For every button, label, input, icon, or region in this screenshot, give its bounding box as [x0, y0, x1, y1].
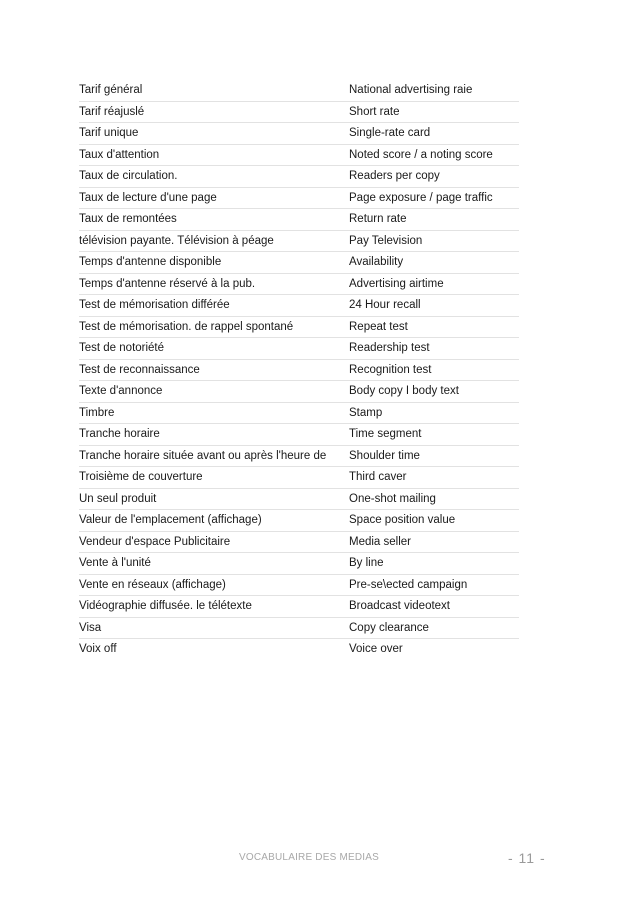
french-term: Temps d'antenne réservé à la pub.: [79, 277, 256, 290]
glossary-row: [79, 532, 519, 554]
glossary-row: [79, 618, 519, 640]
glossary-row: [79, 317, 519, 339]
footer-title: VOCABULAIRE DES MEDIAS: [239, 852, 379, 863]
french-term: Temps d'antenne disponible: [79, 256, 222, 268]
glossary-row: [79, 123, 519, 145]
glossary-row: [79, 510, 519, 532]
english-term: Space position value: [349, 514, 456, 526]
glossary-row: [79, 274, 519, 296]
glossary-row: [79, 489, 519, 511]
english-term: Noted score / a noting score: [349, 148, 493, 161]
glossary-row: [79, 596, 519, 618]
glossary-row: [79, 209, 519, 231]
french-term: Test de mémorisation. de rappel spontané: [79, 320, 294, 333]
page-number: - 11 -: [508, 850, 546, 866]
glossary-row: [79, 188, 519, 210]
english-term: Body copy I body text: [349, 385, 459, 397]
english-term: Single-rate card: [349, 127, 431, 139]
english-term: Pre-se\ected campaign: [349, 578, 468, 591]
french-term: Texte d'annonce: [79, 385, 163, 397]
french-term: Tarif unique: [79, 127, 139, 139]
english-term: Page exposure / page traffic: [349, 191, 493, 204]
french-term: Un seul produit: [79, 492, 157, 505]
french-term: Test de reconnaissance: [79, 363, 200, 376]
french-term: Valeur de l'emplacement (affichage): [79, 514, 262, 526]
french-term: télévision payante. Télévision à péage: [79, 234, 274, 247]
english-term: Readership test: [349, 342, 430, 354]
glossary-row: [79, 338, 519, 360]
glossary-row: [79, 252, 519, 274]
french-term: Test de notoriété: [79, 342, 165, 354]
glossary-row: [79, 145, 519, 167]
glossary-row: [79, 575, 519, 597]
french-term: Voix off: [79, 643, 117, 655]
english-term: Pay Television: [349, 234, 423, 247]
english-term: Short rate: [349, 105, 400, 118]
glossary-row: [79, 360, 519, 382]
glossary-row: [79, 231, 519, 253]
english-term: Repeat test: [349, 320, 408, 333]
glossary-row: [79, 166, 519, 188]
glossary-row: [79, 295, 519, 317]
french-term: Taux de circulation.: [79, 170, 178, 182]
french-term: Vidéographie diffusée. le télétexte: [79, 600, 252, 612]
glossary-row: [79, 80, 519, 102]
glossary-row: [79, 467, 519, 489]
english-term: Return rate: [349, 213, 407, 225]
french-term: Timbre: [79, 406, 115, 419]
english-term: Availability: [349, 256, 404, 268]
french-term: Taux d'attention: [79, 148, 160, 161]
english-term: Voice over: [349, 643, 403, 655]
english-term: Copy clearance: [349, 621, 429, 634]
glossary-row: [79, 102, 519, 124]
french-term: Tranche horaire située avant ou après l'heure de: [79, 449, 327, 462]
english-term: Recognition test: [349, 363, 432, 376]
glossary-row: [79, 639, 519, 661]
french-term: Taux de lecture d'une page: [79, 191, 217, 204]
english-term: One-shot mailing: [349, 492, 436, 505]
english-term: By line: [349, 557, 384, 569]
english-term: Broadcast videotext: [349, 600, 451, 612]
glossary-row: [79, 403, 519, 425]
french-term: Visa: [79, 621, 102, 634]
glossary-table: [79, 80, 519, 661]
french-term: Vente à l'unité: [79, 557, 151, 569]
glossary-row: [79, 381, 519, 403]
english-term: Media seller: [349, 535, 411, 548]
english-term: Time segment: [349, 428, 422, 440]
english-term: National advertising raie: [349, 84, 473, 96]
french-term: Taux de remontées: [79, 213, 177, 225]
english-term: Stamp: [349, 406, 383, 419]
english-term: Third caver: [349, 471, 407, 483]
glossary-row: [79, 553, 519, 575]
glossary-row: [79, 424, 519, 446]
glossary-row: [79, 446, 519, 468]
english-term: Advertising airtime: [349, 277, 444, 290]
french-term: Vendeur d'espace Publicitaire: [79, 535, 231, 548]
french-term: Tranche horaire: [79, 428, 160, 440]
french-term: Tarif réajuslé: [79, 105, 145, 118]
english-term: 24 Hour recall: [349, 299, 421, 311]
english-term: Shoulder time: [349, 449, 420, 462]
french-term: Troisième de couverture: [79, 471, 203, 483]
french-term: Test de mémorisation différée: [79, 299, 230, 311]
french-term: Vente en réseaux (affichage): [79, 578, 226, 591]
english-term: Readers per copy: [349, 170, 440, 182]
french-term: Tarif général: [79, 84, 143, 96]
